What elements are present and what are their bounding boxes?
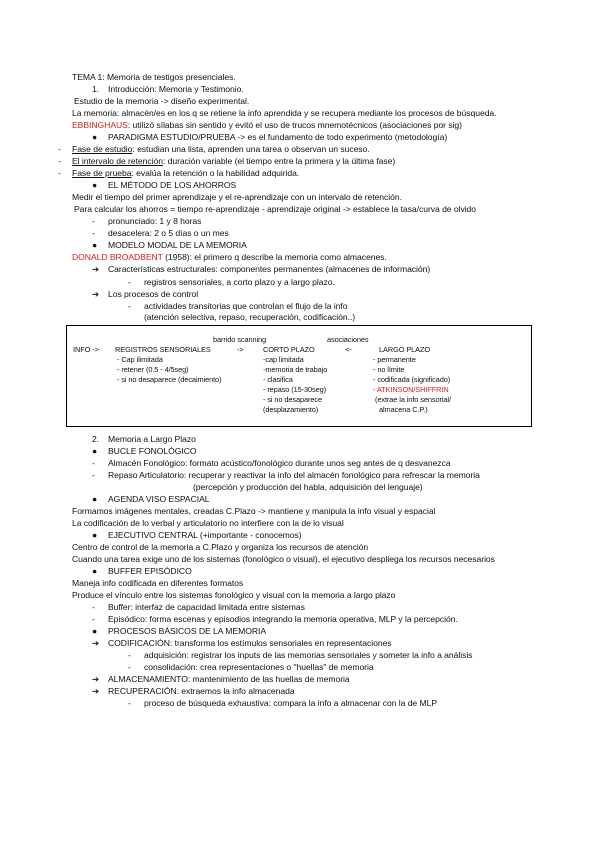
section-heading: Memoria a Largo Plazo <box>108 434 196 444</box>
text-line: registros sensoriales, a corto plazo y a largo plazo. <box>144 277 335 287</box>
text-line: RECUPERACIÓN: extraemos la info almacenada <box>108 686 295 696</box>
diagram-label-asociaciones: asociaciones <box>327 335 369 344</box>
diagram-item: almacena C.P.) <box>379 405 428 414</box>
highlighted-name: DONALD BROADBENT <box>72 252 163 262</box>
bullet-icon: ● <box>92 180 98 190</box>
text-line: Repaso Articulatorio: recuperar y reactivar la info del almacén fonológico para refrescar la memoria <box>108 470 480 480</box>
bullet-icon: ● <box>92 446 98 456</box>
text-line: Para calcular los ahorros = tiempo re-aprendizaje - aprendizaje original -> establece la tasa/curva de olvido <box>74 204 477 214</box>
arrow-left-icon: <- <box>345 345 352 354</box>
text-line: Produce el vínculo entre los sistemas fonológico y visual con la memoria a largo plazo <box>72 590 396 600</box>
numbered-marker: 2. <box>92 434 100 444</box>
bullet-text: BUCLE FONOLÓGICO <box>108 446 197 456</box>
bullet-text: MODELO MODAL DE LA MEMORIA <box>108 240 247 250</box>
diagram-item: - codificada (significado) <box>373 375 451 384</box>
document-title: TEMA 1: Memoria de testigos presenciales. <box>72 72 236 82</box>
diagram-item: - retener (0.5 - 4/5seg) <box>117 365 189 374</box>
diagram-item: -cap limitada <box>263 355 304 364</box>
dash-marker: - <box>58 168 61 178</box>
bullet-text: PROCESOS BÁSICOS DE LA MEMORIA <box>108 626 267 636</box>
arrow-icon: ➔ <box>92 686 100 696</box>
text-line: Estudio de la memoria -> diseño experimental. <box>74 96 250 106</box>
diagram-item: - permanente <box>373 355 416 364</box>
arrow-right-icon: -> <box>237 345 244 354</box>
text-line: actividades transitorias que controlan el flujo de la info <box>144 301 348 311</box>
text-line: (atención selectiva, repaso, recuperación, codificación..) <box>144 312 356 322</box>
text-line: ALMACENAMIENTO: mantenimiento de las huellas de memoria <box>108 674 350 684</box>
text-line: consolidación: crea representaciones o "huellas" de memoria <box>144 662 374 672</box>
text-line: Formamos imágenes mentales, creadas C.Plazo -> mantiene y manipula la info visual y espacial <box>72 506 436 516</box>
dash-marker: - <box>92 458 95 468</box>
arrow-icon: ➔ <box>92 289 100 299</box>
bullet-text: EJECUTIVO CENTRAL (+importante - conocemos) <box>108 530 302 540</box>
diagram-item: (extrae la info sensorial/ <box>375 395 451 404</box>
short-term-title: CORTO PLAZO <box>263 345 315 354</box>
bullet-text: PARADIGMA ESTUDIO/PRUEBA -> es el fundamento de todo experimento (metodología) <box>108 132 448 142</box>
diagram-item: - repaso (15-30seg) <box>263 385 327 394</box>
underlined-term: Fase de estudio <box>72 144 133 154</box>
text-line: proceso de búsqueda exhaustiva: compara la info a almacenar con la de MLP <box>144 698 438 708</box>
text-line: pronunciado: 1 y 8 horas <box>108 216 202 226</box>
text-segment: : duración variable (el tiempo entre la primera y la última fase) <box>162 156 396 166</box>
bullet-text: AGENDA VISO ESPACIAL <box>108 494 210 504</box>
text-line: Almacén Fonológico: formato acústico/fonológico durante unos seg antes de q desvanezca <box>108 458 451 468</box>
diagram-item: (desplazamiento) <box>263 405 319 414</box>
dash-marker: - <box>92 216 95 226</box>
arrow-icon: ➔ <box>92 674 100 684</box>
bullet-icon: ● <box>92 530 98 540</box>
text-line: (percepción y producción del habla, adquisición del lenguaje) <box>193 482 423 492</box>
underlined-term: El intervalo de retención <box>72 156 163 166</box>
text-line: Los procesos de control <box>108 289 199 299</box>
text-line: Maneja info codificada en diferentes formatos <box>72 578 244 588</box>
diagram-author-highlight: - ATKINSON/SHIFFRIN <box>373 385 449 394</box>
sensory-register-title: REGISTROS SENSORIALES <box>115 345 211 354</box>
diagram-item: - no límite <box>373 365 405 374</box>
text-line <box>72 168 299 179</box>
text-line: La codificación de lo verbal y articulatorio no interfiere con la de lo visual <box>72 518 344 528</box>
long-term-title: LARGO PLAZO <box>379 345 431 354</box>
text-segment: : utilizó sílabas sin sentido y evitó el uso de trucos mnemotécnicos (asociaciones por sig) <box>127 120 462 130</box>
text-line <box>72 144 370 155</box>
text-line: Características estructurales: componentes permanentes (almacenes de información) <box>108 264 431 274</box>
arrow-icon: ➔ <box>92 638 100 648</box>
text-segment: : evalúa la retención o la habilidad adquirida. <box>131 168 300 178</box>
text-line <box>72 252 387 263</box>
dash-marker: - <box>92 602 95 612</box>
bullet-icon: ● <box>92 132 98 142</box>
section-heading: Introducción: Memoria y Testimonio. <box>108 84 244 94</box>
diagram-item: -memoria de trabajo <box>263 365 328 374</box>
bullet-text: EL MÉTODO DE LOS AHORROS <box>108 180 237 190</box>
diagram-info-label: INFO -> <box>73 345 99 354</box>
dash-marker: - <box>58 156 61 166</box>
dash-marker: - <box>92 470 95 480</box>
highlighted-name: EBBINGHAUS <box>72 120 128 130</box>
underlined-term: Fase de prueba <box>72 168 132 178</box>
diagram-item: - clasifica <box>263 375 293 384</box>
text-line: Centro de control de la memoria a C.Plazo y organiza los recursos de atención <box>72 542 369 552</box>
bullet-text: BUFFER EPISÓDICO <box>108 566 192 576</box>
dash-marker: - <box>92 228 95 238</box>
numbered-marker: 1. <box>92 84 100 94</box>
text-line: desacelera: 2 o 5 días o un mes <box>108 228 229 238</box>
text-line: CODIFICACIÓN: transforma los estímulos sensoriales en representaciones <box>108 638 392 648</box>
text-line: Cuando una tarea exige uno de los sistemas (fonológico o visual), el ejecutivo despliega los recursos necesarios <box>72 554 495 564</box>
dash-marker: - <box>58 144 61 154</box>
diagram-item: - si no desaparece (decaimiento) <box>117 375 222 384</box>
bullet-icon: ● <box>92 566 98 576</box>
dash-marker: - <box>128 650 131 660</box>
text-line: Medir el tiempo del primer aprendizaje y el re-aprendizaje con un intervalo de retención. <box>72 192 402 202</box>
memory-model-diagram <box>66 325 532 427</box>
text-segment: (1958): el primero q describe la memoria como almacenes. <box>162 252 387 262</box>
bullet-icon: ● <box>92 494 98 504</box>
text-line <box>72 120 462 131</box>
diagram-item: - si no desaparece <box>263 395 323 404</box>
bullet-icon: ● <box>92 240 98 250</box>
text-line: La memoria: almacén/es en los q se retiene la info aprendida y se recupera mediante los procesos de búsqueda. <box>72 108 497 118</box>
diagram-item: - Cap ilimitada <box>117 355 163 364</box>
bullet-icon: ● <box>92 626 98 636</box>
dash-marker: - <box>128 301 131 311</box>
dash-marker: - <box>128 277 131 287</box>
text-line: Episódico: forma escenas y episodios integrando la memoria operativa, MLP y la percepción. <box>108 614 458 624</box>
diagram-label-barrido: barrido scanning <box>213 335 267 344</box>
arrow-icon: ➔ <box>92 264 100 274</box>
dash-marker: - <box>128 662 131 672</box>
dash-marker: - <box>128 698 131 708</box>
dash-marker: - <box>92 614 95 624</box>
text-line <box>72 156 395 167</box>
text-segment: : estudian una lista, aprenden una tarea o observan un suceso. <box>132 144 370 154</box>
text-line: Buffer: interfaz de capacidad limitada entre sistemas <box>108 602 305 612</box>
text-line: adquisición: registrar los inputs de las memorias sensoriales y someter la info a análisis <box>144 650 473 660</box>
